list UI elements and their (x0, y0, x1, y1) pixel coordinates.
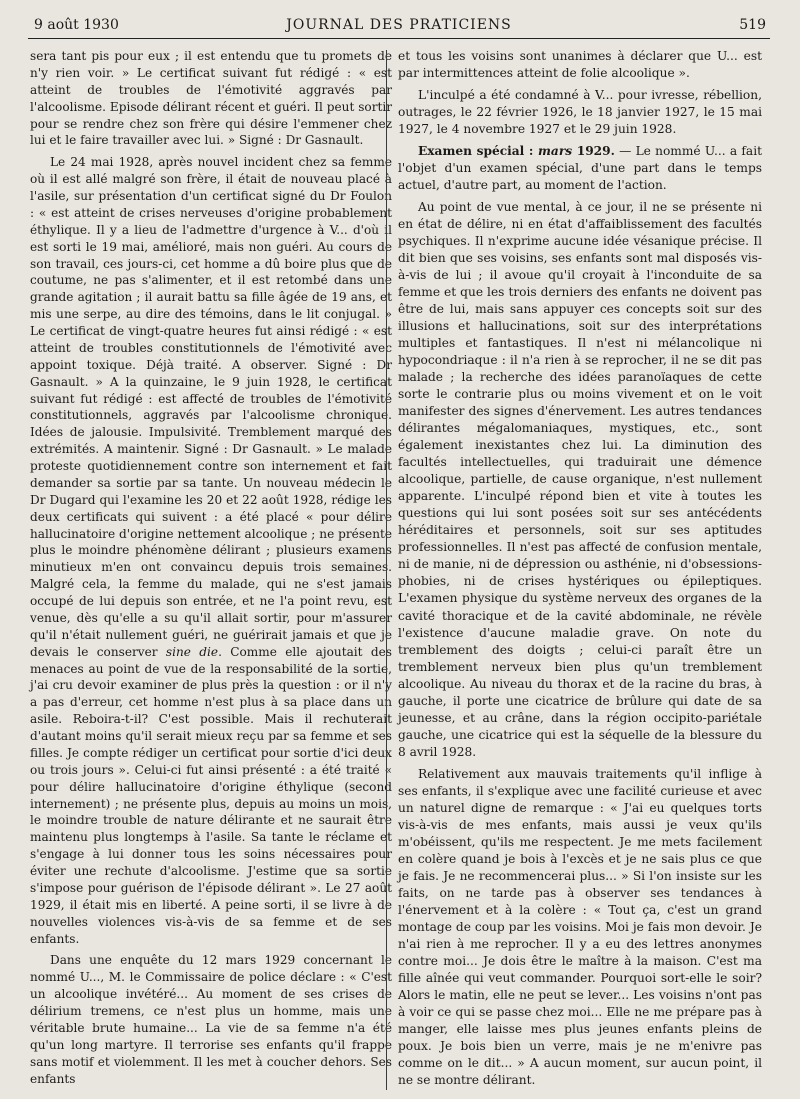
right-column (398, 48, 762, 1089)
italic-phrase: sine die (165, 644, 219, 659)
section-heading (418, 144, 615, 158)
running-header (28, 12, 770, 39)
paragraph: Relativement aux mauvais traitements qu'il inflige à ses enfants, il s'explique avec une facilité curieuse et avec un naturel digne de remarque : « J'ai eu quelques torts vis-à-vis de mes enfants, mais aussi je veux qu'ils m'obéissent, qu'ils me respectent. Je me mets facilement en colère quand je bois à l'excès et je ne sais plus ce que je fais. Je ne recommencerai plus... » Si l'on insiste sur les faits, on ne tarde pas à observer ses tendances à l'énervement et à la colère : « Tout ça, c'est un grand montage de coup par les voisins. Moi je fais mon devoir. Je n'ai rien à me reprocher. Il y a eu des lettres anonymes contre moi... Je dois être le maître à la maison. C'est ma fille aînée qui veut commander. Pourquoi sort-elle le soir? Alors le matin, elle ne peut se lever... Les voisins n'ont pas à voir ce qui se passe chez moi... Elle ne me prépare pas à manger, elle laisse mes plus jeunes enfants pleins de poux. Je bois bien un verre, mais je ne m'enivre pas comme on le dit... » A aucun moment, sur aucun point, il ne se montre délirant. (398, 766, 762, 1087)
heading-text: 1929. (572, 144, 615, 159)
paragraph-text: . Comme elle ajoutait des menaces au point de vue de la responsabilité de la sortie, j'ai cru devoir examiner de plus près la question : or il n'y a pas d'erreur, cet homme n'est plus à sa place dans un asile. Reboira-t-il? C'est possible. Mais il rechuterait d'autant moins qu'il serait mieux reçu par sa femme et ses filles. Je compte rédiger un certificat pour sortie d'ici deux ou trois jours ». Celui-ci fut ainsi présenté : a été traité « pour délire hallucinatoire d'origine éthylique (second internement) ; ne présente plus, depuis au moins un mois, le moindre trouble de nature délirante et ne saurait être maintenu plus longtemps à l'asile. Sa tante le réclame et s'engage à lui donner tous les soins nécessaires pour éviter une rechute d'alcoolisme. J'estime que sa sortie s'impose pour guérison de l'épisode délirant ». Le 27 août 1929, il était mis en liberté. A peine sorti, il se livre à de nouvelles violences vis-à-vis de sa femme et de ses enfants. (30, 644, 392, 946)
left-column (30, 48, 392, 1087)
page-number: 519 (739, 17, 766, 33)
paragraph-text: Le 24 mai 1928, après nouvel incident chez sa femme où il est allé malgré son frère, il était de nouveau placé à l'asile, sur présentation d'un certificat signé du Dr Foulon : « est atteint de crises nerveuses d'origine probablement éthylique. Il y a lieu de l'admettre d'urgence à V... d'où il est sorti le 19 mai, amélioré, mais non guéri. Au cours de son travail, ces jours-ci, cet homme a dû boire plus que de coutume, ne pas s'alimenter, et il est retombé dans une grande agitation ; il aurait battu sa fille âgée de 19 ans, et mis une serpe, au dire des témoins, dans le lit conjugal. » Le certificat de vingt-quatre heures fut ainsi rédigé : « est atteint de troubles constitutionnels de l'émotivité avec appoint toxique. Déjà traité. A observer. Signé : Dr Gasnault. » A la quinzaine, le 9 juin 1928, le certificat suivant fut rédigé : est affecté de troubles de l'émotivité constitutionnels, aggravés par l'alcoolisme chronique. Idées de jalousie. Impulsivité. Tremblement marqué des extrémités. A maintenir. Signé : Dr Gasnault. » Le malade proteste quotidiennement contre son internement et fait demander sa sortie par sa tante. Un nouveau médecin le Dr Dugard qui l'examine les 20 et 22 août 1928, rédige les deux certificats qui suivent : a été placé « pour délire hallucinatoire d'origine nettement alcoolique ; ne présente plus le moindre phénomène délirant ; plusieurs examens minutieux m'en ont convaincu depuis trois semaines. Malgré cela, la femme du malade, qui ne s'est jamais occupé de lui depuis son entrée, et ne l'a point revu, est venue, dès qu'elle a su qu'il allait sortir, pour m'assurer qu'il n'était nullement guéri, ne guérirait jamais et que je devais le conserver (30, 155, 392, 659)
paragraph: Au point de vue mental, à ce jour, il ne se présente ni en état de délire, ni en état d'affaiblissement des facultés psychiques. Il n'exprime aucune idée vésanique précise. Il dit bien que ses voisins, ses enfants sont mal disposés vis-à-vis de lui ; il avoue qu'il croyait à l'inconduite de sa femme et que les trois derniers des enfants ne doivent pas être de lui, mais sans appuyer ces concepts soit sur des illusions et hallucinations, soit sur des interprétations multiples et fantastiques. Il n'est ni mélancolique ni hypocondriaque : il n'a rien à se reprocher, il ne se dit pas malade ; la recherche des idées paranoïaques de cette sorte le contrarie plus ou moins vivement et on le voit manifester des signes d'énervement. Les autres tendances délirantes mégalomaniaques, mystiques, etc., sont également inexistantes chez lui. La diminution des facultés intellectuelles, qui traduirait une démence alcoolique, partielle, de cause organique, n'est nullement apparente. L'inculpé répond bien et vite à toutes les questions qui lui sont posées soit sur ses antécédents héréditaires et personnels, soit sur ses aptitudes professionnelles. Il n'est pas affecté de confusion mentale, ni de manie, ni de dépression ou asthénie, ni d'obsessions-phobies, ni de crises hystériques ou épileptiques. L'examen physique du système nerveux des organes de la cavité thoracique et de la cavité abdominale, ne révèle l'existence d'aucune maladie grave. On note du tremblement des doigts ; celui-ci paraît être un tremblement nerveux bien plus qu'un tremblement alcoolique. Au niveau du thorax et de la racine du bras, à gauche, il porte une cicatrice de brûlure qui date de sa jeunesse, et au crâne, dans la région occipito-pariétale gauche, une cicatrice qui est la séquelle de la blessure du 8 avril 1928. (398, 200, 762, 759)
paragraph: sera tant pis pour eux ; il est entendu que tu promets de n'y rien voir. » Le certificat suivant fut rédigé : « est atteint de troubles de l'émotivité aggravés par l'alcoolisme. Episode délirant récent et guéri. Il peut sortir pour se rendre chez son frère qui désire l'emmener chez lui et le faire travailler avec lui. » Signé : Dr Gasnault. (30, 49, 392, 148)
paragraph (30, 154, 392, 947)
paragraph: L'inculpé a été condamné à V... pour ivresse, rébellion, outrages, le 22 février 1926, le 18 janvier 1927, le 15 mai 1927, le 4 novembre 1927 et le 29 juin 1928. (398, 88, 762, 137)
journal-title: JOURNAL DES PRATICIENS (286, 17, 512, 33)
column-divider (386, 50, 387, 1090)
heading-text: Examen spécial : (418, 144, 539, 159)
paragraph: Dans une enquête du 12 mars 1929 concernant le nommé U..., M. le Commissaire de police déclare : « C'est un alcoolique invétéré... Au moment de ses crises de délirium tremens, ce n'est plus un homme, mais une véritable brute humaine... La vie de sa femme n'a été qu'un long martyre. Il terrorise ses enfants qu'il frappe sans motif et violemment. Il les met à coucher dehors. Ses enfants (30, 953, 392, 1086)
paragraph-text: — Le nommé U... a fait l'objet d'un examen spécial, d'une part dans le temps actuel, d'autre part, au moment de l'action. (398, 144, 762, 193)
issue-date: 9 août 1930 (34, 17, 119, 33)
paragraph: et tous les voisins sont unanimes à déclarer que U... est par intermittences atteint de folie alcoolique ». (398, 49, 762, 81)
paragraph (398, 143, 762, 194)
heading-italic: mars (538, 144, 573, 159)
